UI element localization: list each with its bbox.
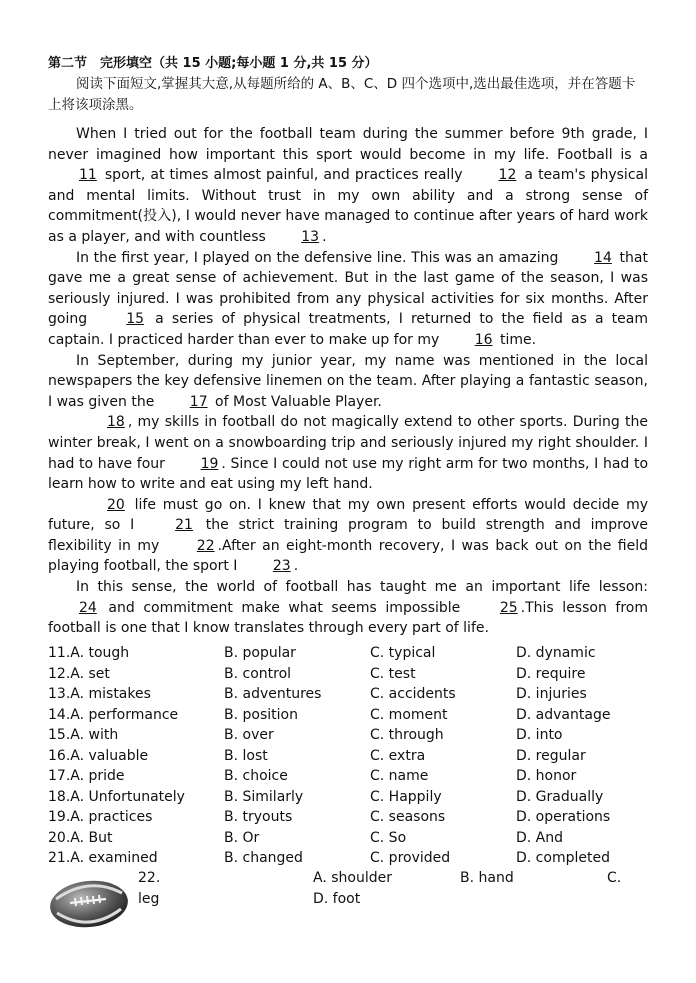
- option-row: [48, 766, 668, 787]
- option-a: 18.A. Unfortunately: [48, 788, 185, 805]
- option-row: [48, 684, 668, 705]
- option-row: [48, 787, 668, 808]
- option-row: [48, 643, 668, 664]
- blank-13: 13: [301, 228, 320, 245]
- passage-text: of Most Valuable Player.: [210, 393, 382, 410]
- blank-17: 17: [189, 393, 208, 410]
- option-a: 15.A. with: [48, 727, 119, 743]
- option-row: [48, 807, 668, 828]
- option-c: C. seasons: [370, 809, 446, 825]
- option-c: C. name: [370, 768, 429, 784]
- option-c: C. provided: [370, 850, 451, 866]
- option-b: B. Or: [224, 829, 260, 846]
- blank-16: 16: [474, 331, 493, 348]
- passage-text: .This lesson from football is one that I know translates through every part of life.: [48, 599, 648, 637]
- passage-text: time.: [495, 331, 537, 348]
- option-c: C. through: [370, 727, 444, 743]
- option-a: 16.A. valuable: [48, 747, 149, 764]
- option-d: D. completed: [516, 850, 610, 866]
- blank-25: 25: [499, 599, 518, 616]
- option-c: C. accidents: [370, 686, 456, 702]
- option-d: D. require: [516, 665, 586, 682]
- option-b: B. lost: [224, 747, 268, 764]
- option-d: D. injuries: [516, 686, 587, 702]
- option-d: D. And: [516, 829, 564, 846]
- option-d: D. dynamic: [516, 645, 596, 661]
- paragraph: [48, 577, 648, 639]
- paragraph: [48, 412, 648, 494]
- option-a: 14.A. performance: [48, 706, 179, 723]
- option-d: D. operations: [516, 809, 611, 825]
- option-d: D. Gradually: [516, 788, 604, 805]
- passage-text: the strict training program to build strength and improve flexibility in my: [48, 517, 648, 554]
- passage-text: sport, at times almost painful, and practices really: [99, 167, 468, 184]
- option-b: B. popular: [224, 645, 296, 661]
- option-a: 11.A. tough: [48, 645, 130, 661]
- option-b: B. over: [224, 727, 274, 743]
- q22-option-a: A. shoulder: [313, 870, 392, 886]
- blank-12: 12: [498, 167, 517, 184]
- passage-text: .: [322, 228, 327, 245]
- paragraph: [48, 495, 648, 577]
- option-c: C. So: [370, 829, 407, 846]
- football-icon: [48, 878, 130, 930]
- options-list: [48, 643, 668, 869]
- q22-number: 22.: [138, 870, 161, 886]
- option-b: B. Similarly: [224, 788, 304, 805]
- option-row: [48, 848, 668, 869]
- blank-18: 18: [107, 414, 125, 431]
- passage-text: In the first year, I played on the defensive line. This was an amazing: [76, 249, 564, 266]
- option-b: B. choice: [224, 768, 288, 784]
- option-b: B. tryouts: [224, 809, 293, 825]
- option-c: C. Happily: [370, 788, 442, 805]
- option-row: [48, 828, 668, 849]
- option-row: [48, 705, 668, 726]
- passage-text: When I tried out for the football team during the summer before 9th grade, I never imagined how important this sport would become in my life. Football is a: [48, 126, 648, 163]
- blank-11: 11: [79, 167, 97, 184]
- paragraph: [48, 124, 648, 248]
- passage-text: that gave me a great sense of achievement. But in the last game of the season, I was seriously injured. I was prohibited from any physical activities for six months. After going: [48, 249, 648, 328]
- option-d: D. into: [516, 727, 563, 743]
- option-row: [48, 664, 668, 685]
- passage-text: In September, during my junior year, my name was mentioned in the local newspapers the key defensive linemen on the team. After playing a fantastic season, I was given the: [48, 352, 648, 410]
- option-b: B. adventures: [224, 686, 322, 702]
- passage-text: and commitment make what seems impossible: [99, 599, 469, 616]
- instructions: 阅读下面短文,掌握其大意,从每题所给的 A、B、C、D 四个选项中,选出最佳选项，并在答题卡上将该项涂黑。: [48, 76, 636, 113]
- blank-19: 19: [200, 455, 219, 472]
- blank-23: 23: [272, 558, 291, 575]
- q22-option-c: C.: [607, 870, 622, 886]
- passage-text: .: [293, 558, 299, 575]
- option-c: C. test: [370, 665, 416, 682]
- option-b: B. control: [224, 665, 292, 682]
- blank-14: 14: [594, 249, 612, 266]
- option-b: B. position: [224, 706, 298, 723]
- option-c: C. typical: [370, 645, 436, 661]
- option-row: [48, 725, 668, 746]
- option-d: D. honor: [516, 768, 577, 784]
- passage: [48, 124, 648, 639]
- option-d: D. advantage: [516, 706, 611, 723]
- q22-option-c-text: leg: [138, 891, 160, 907]
- option-a: 21.A. examined: [48, 850, 158, 866]
- option-c: C. extra: [370, 747, 426, 764]
- option-c: C. moment: [370, 706, 448, 723]
- passage-text: a team's physical and mental limits. Without trust in my own ability and a strong sense of commitment(投入), I would never have managed to continue after years of hard work as a player, and with countless: [48, 167, 648, 245]
- option-b: B. changed: [224, 850, 303, 866]
- blank-24: 24: [79, 599, 97, 616]
- passage-text: In this sense, the world of football has taught me an important life lesson:: [76, 579, 648, 596]
- option-a: 17.A. pride: [48, 768, 125, 784]
- blank-22: 22: [196, 537, 215, 554]
- option-a: 19.A. practices: [48, 809, 153, 825]
- option-a: 13.A. mistakes: [48, 686, 151, 702]
- q22-option-d: D. foot: [313, 891, 361, 907]
- option-d: D. regular: [516, 747, 586, 764]
- blank-20: 20: [107, 496, 125, 513]
- blank-15: 15: [126, 311, 145, 328]
- option-row: [48, 746, 668, 767]
- option-a: 12.A. set: [48, 665, 110, 682]
- passage-text: a series of physical treatments, I returned to the field as a team captain. I practiced harder than ever to make up for my: [48, 311, 648, 348]
- paragraph: [48, 351, 648, 413]
- section-title: 第二节 完形填空（共 15 小题;每小题 1 分,共 15 分）: [48, 56, 378, 71]
- paragraph: [48, 248, 648, 351]
- passage-text: .After an eight-month recovery, I was back out on the field playing football, the sport I: [48, 537, 648, 575]
- option-a: 20.A. But: [48, 829, 113, 846]
- passage-text: life must go on. I knew that my own present efforts would decide my future, so I: [48, 496, 648, 534]
- passage-text: , my skills in football do not magically extend to other sports. During the winter break, I went on a snowboarding trip and seriously injured my right shoulder. I had to have four: [48, 414, 648, 472]
- passage-text: . Since I could not use my right arm for two months, I had to learn how to write and eat using my left hand.: [48, 455, 649, 493]
- blank-21: 21: [175, 517, 193, 534]
- q22-option-b: B. hand: [460, 870, 514, 886]
